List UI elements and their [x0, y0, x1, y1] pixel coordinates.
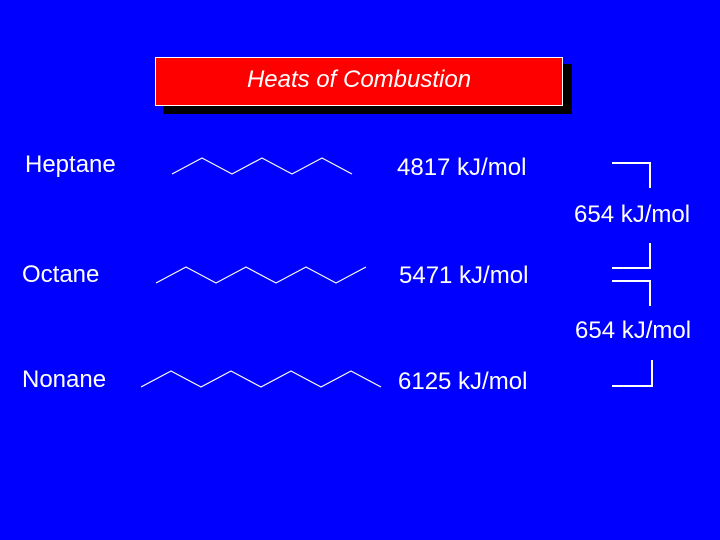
heptane-label: Heptane: [25, 151, 116, 178]
heptane-skeleton: [172, 158, 352, 174]
bracket-top-1: [612, 163, 650, 188]
bracket-bottom-2: [612, 360, 652, 386]
nonane-skeleton: [141, 371, 381, 387]
octane-label: Octane: [22, 261, 100, 288]
octane-heat: 5471 kJ/mol: [399, 262, 529, 289]
difference-2: 654 kJ/mol: [575, 317, 692, 344]
nonane-heat: 6125 kJ/mol: [398, 368, 528, 395]
nonane-label: Nonane: [22, 366, 107, 393]
octane-skeleton: [156, 267, 366, 283]
heptane-heat: 4817 kJ/mol: [397, 154, 527, 181]
difference-1: 654 kJ/mol: [574, 201, 691, 228]
bracket-bottom-1: [612, 243, 650, 268]
bracket-top-2: [612, 281, 650, 306]
slide-title: Heats of Combustion: [246, 65, 472, 93]
